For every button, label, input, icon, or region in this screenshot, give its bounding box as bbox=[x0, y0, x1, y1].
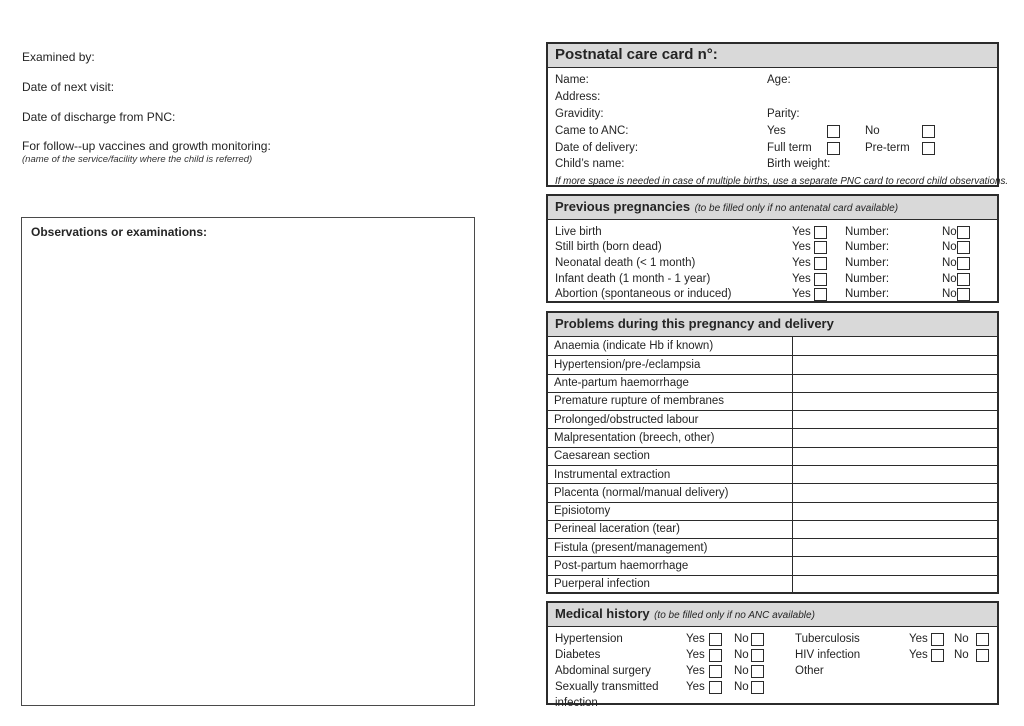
problem-label: Premature rupture of membranes bbox=[548, 393, 793, 410]
pp-row-abortion bbox=[555, 286, 989, 302]
medical-history-subtitle: (to be filled only if no ANC available) bbox=[654, 610, 815, 621]
mh-row-abdominal-surgery bbox=[555, 664, 795, 680]
mh-yes-label: Yes bbox=[909, 633, 928, 645]
table-row bbox=[548, 520, 997, 538]
problem-label: Caesarean section bbox=[548, 448, 793, 465]
mh-tuberculosis-no-checkbox[interactable] bbox=[976, 633, 989, 646]
previous-pregnancies-title: Previous pregnancies bbox=[555, 199, 691, 214]
pp-yes-label: Yes bbox=[792, 272, 811, 285]
problems-section bbox=[546, 311, 999, 594]
pp-row-neonatal-death bbox=[555, 255, 989, 271]
date-next-visit-label: Date of next visit: bbox=[22, 80, 115, 94]
mh-label: Abdominal surgery bbox=[555, 664, 651, 677]
table-row bbox=[548, 538, 997, 556]
mh-no-label: No bbox=[734, 664, 749, 677]
problem-fill-cell[interactable] bbox=[793, 557, 997, 574]
pp-row-label: Infant death (1 month - 1 year) bbox=[555, 272, 711, 285]
pp-row-still-birth bbox=[555, 240, 989, 256]
mh-hypertension-yes-checkbox[interactable] bbox=[709, 633, 722, 646]
mh-no-label: No bbox=[734, 680, 749, 693]
multiple-births-note: If more space is needed in case of multiple births, use a separate PNC card to record child observations. bbox=[555, 175, 1009, 187]
address-label: Address: bbox=[555, 91, 601, 104]
pp-neonatal-death-yes-checkbox[interactable] bbox=[814, 257, 827, 270]
pp-still-birth-yes-checkbox[interactable] bbox=[814, 241, 827, 254]
problem-fill-cell[interactable] bbox=[793, 521, 997, 538]
mh-yes-label: Yes bbox=[686, 664, 705, 677]
mh-yes-label: Yes bbox=[686, 648, 705, 661]
mh-label: Sexually transmitted infection bbox=[555, 680, 659, 709]
pp-no-label: No bbox=[942, 225, 957, 238]
anc-yes-checkbox[interactable] bbox=[827, 125, 840, 138]
mh-row-sti bbox=[555, 680, 795, 712]
mh-row-tuberculosis bbox=[795, 632, 991, 648]
birth-weight-label: Birth weight: bbox=[767, 158, 831, 171]
mh-hiv-yes-checkbox[interactable] bbox=[931, 649, 944, 662]
table-row bbox=[548, 428, 997, 446]
mh-abdominal-surgery-no-checkbox[interactable] bbox=[751, 665, 764, 678]
problems-table bbox=[548, 337, 997, 593]
problem-label: Episiotomy bbox=[548, 503, 793, 520]
mh-hypertension-no-checkbox[interactable] bbox=[751, 633, 764, 646]
mh-yes-label: Yes bbox=[686, 680, 705, 693]
table-row bbox=[548, 502, 997, 520]
problem-fill-cell[interactable] bbox=[793, 448, 997, 465]
problem-label: Ante-partum haemorrhage bbox=[548, 375, 793, 392]
pp-no-label: No bbox=[942, 256, 957, 269]
problem-label: Fistula (present/management) bbox=[548, 539, 793, 556]
pp-no-label: No bbox=[942, 272, 957, 285]
mh-sti-yes-checkbox[interactable] bbox=[709, 681, 722, 694]
mh-yes-label: Yes bbox=[686, 633, 705, 645]
problem-label: Prolonged/obstructed labour bbox=[548, 411, 793, 428]
mh-hiv-no-checkbox[interactable] bbox=[976, 649, 989, 662]
table-row bbox=[548, 447, 997, 465]
medical-history-header bbox=[548, 603, 997, 627]
table-row bbox=[548, 556, 997, 574]
pp-row-label: Live birth bbox=[555, 225, 602, 238]
problem-fill-cell[interactable] bbox=[793, 375, 997, 392]
follow-up-label: For follow--up vaccines and growth monitoring: bbox=[22, 139, 271, 153]
pp-yes-label: Yes bbox=[792, 288, 811, 301]
table-row bbox=[548, 575, 997, 593]
pp-live-birth-yes-checkbox[interactable] bbox=[814, 226, 827, 239]
postnatal-card-title: Postnatal care card n°: bbox=[555, 46, 718, 63]
full-term-label: Full term bbox=[767, 141, 812, 154]
anc-no-checkbox[interactable] bbox=[922, 125, 935, 138]
mh-label: Tuberculosis bbox=[795, 633, 860, 645]
problem-label: Puerperal infection bbox=[548, 576, 793, 593]
mh-no-label: No bbox=[954, 648, 969, 661]
problem-label: Placenta (normal/manual delivery) bbox=[548, 484, 793, 501]
mh-row-hypertension bbox=[555, 632, 795, 648]
table-row bbox=[548, 337, 997, 355]
pp-no-label: No bbox=[942, 241, 957, 254]
date-of-delivery-row bbox=[555, 139, 989, 156]
table-row bbox=[548, 355, 997, 373]
table-row bbox=[548, 410, 997, 428]
problem-fill-cell[interactable] bbox=[793, 503, 997, 520]
problems-title: Problems during this pregnancy and delivery bbox=[555, 316, 834, 331]
problems-header bbox=[548, 313, 997, 337]
problem-label: Malpresentation (breech, other) bbox=[548, 429, 793, 446]
name-age-row bbox=[555, 72, 989, 89]
examined-by-label: Examined by: bbox=[22, 50, 95, 64]
medical-history-title: Medical history bbox=[555, 606, 650, 621]
problem-fill-cell[interactable] bbox=[793, 576, 997, 593]
pp-abortion-yes-checkbox[interactable] bbox=[814, 288, 827, 301]
pp-number-label: Number: bbox=[845, 272, 890, 285]
parity-label: Parity: bbox=[767, 107, 800, 120]
mh-row-other bbox=[795, 664, 991, 680]
medical-history-section bbox=[546, 601, 999, 709]
pre-term-label: Pre-term bbox=[865, 141, 910, 154]
pp-row-label: Abortion (spontaneous or induced) bbox=[555, 288, 732, 301]
mh-abdominal-surgery-yes-checkbox[interactable] bbox=[709, 665, 722, 678]
pp-no-label: No bbox=[942, 288, 957, 301]
mh-label: Diabetes bbox=[555, 648, 601, 661]
problem-label: Anaemia (indicate Hb if known) bbox=[548, 337, 793, 355]
mh-other-label: Other bbox=[795, 664, 824, 677]
problem-fill-cell[interactable] bbox=[793, 393, 997, 410]
postnatal-care-card bbox=[546, 42, 1009, 187]
pp-row-label: Neonatal death (< 1 month) bbox=[555, 256, 696, 269]
table-row bbox=[548, 483, 997, 501]
childs-name-row bbox=[555, 156, 989, 173]
mh-row-diabetes bbox=[555, 648, 795, 664]
pp-infant-death-no-checkbox[interactable] bbox=[957, 273, 970, 286]
date-of-delivery-label: Date of delivery: bbox=[555, 141, 639, 154]
table-row bbox=[548, 392, 997, 410]
pp-row-label: Still birth (born dead) bbox=[555, 241, 662, 254]
pp-infant-death-yes-checkbox[interactable] bbox=[814, 273, 827, 286]
mh-label: HIV infection bbox=[795, 648, 861, 661]
pp-abortion-no-checkbox[interactable] bbox=[957, 288, 970, 301]
pp-live-birth-no-checkbox[interactable] bbox=[957, 226, 970, 239]
came-to-anc-row bbox=[555, 122, 989, 139]
problem-fill-cell[interactable] bbox=[793, 429, 997, 446]
pp-yes-label: Yes bbox=[792, 225, 811, 238]
mh-diabetes-yes-checkbox[interactable] bbox=[709, 649, 722, 662]
problem-label: Hypertension/pre-/eclampsia bbox=[548, 356, 793, 373]
gravidity-label: Gravidity: bbox=[555, 107, 604, 120]
table-row bbox=[548, 465, 997, 483]
mh-sti-no-checkbox[interactable] bbox=[751, 681, 764, 694]
date-discharge-label: Date of discharge from PNC: bbox=[22, 110, 176, 124]
pp-row-live-birth bbox=[555, 224, 989, 240]
postnatal-card-header bbox=[548, 44, 997, 68]
mh-label: Hypertension bbox=[555, 633, 623, 645]
problem-fill-cell[interactable] bbox=[793, 337, 997, 355]
mh-no-label: No bbox=[734, 648, 749, 661]
pp-number-label: Number: bbox=[845, 288, 890, 301]
gravidity-parity-row bbox=[555, 106, 989, 123]
observations-label: Observations or examinations: bbox=[31, 225, 208, 239]
mh-row-hiv bbox=[795, 648, 991, 664]
age-label: Age: bbox=[767, 74, 791, 87]
anc-yes-label: Yes bbox=[767, 124, 786, 137]
problem-label: Instrumental extraction bbox=[548, 466, 793, 483]
pp-number-label: Number: bbox=[845, 225, 890, 238]
full-term-checkbox[interactable] bbox=[827, 142, 840, 155]
pp-yes-label: Yes bbox=[792, 256, 811, 269]
anc-no-label: No bbox=[865, 124, 880, 137]
pp-yes-label: Yes bbox=[792, 241, 811, 254]
observations-box[interactable] bbox=[21, 217, 475, 706]
mh-no-label: No bbox=[954, 633, 969, 645]
pre-term-checkbox[interactable] bbox=[922, 142, 935, 155]
problem-fill-cell[interactable] bbox=[793, 356, 997, 373]
problem-label: Perineal laceration (tear) bbox=[548, 521, 793, 538]
address-row bbox=[555, 89, 989, 106]
pp-neonatal-death-no-checkbox[interactable] bbox=[957, 257, 970, 270]
mh-no-label: No bbox=[734, 633, 749, 645]
table-row bbox=[548, 374, 997, 392]
came-to-anc-label: Came to ANC: bbox=[555, 124, 629, 137]
pp-row-infant-death bbox=[555, 271, 989, 287]
previous-pregnancies-subtitle: (to be filled only if no antenatal card available) bbox=[694, 203, 899, 214]
previous-pregnancies-section bbox=[546, 194, 999, 303]
mh-diabetes-no-checkbox[interactable] bbox=[751, 649, 764, 662]
pp-still-birth-no-checkbox[interactable] bbox=[957, 241, 970, 254]
pp-number-label: Number: bbox=[845, 256, 890, 269]
previous-pregnancies-header bbox=[548, 196, 997, 220]
childs-name-label: Child’s name: bbox=[555, 158, 625, 171]
problem-fill-cell[interactable] bbox=[793, 484, 997, 501]
follow-up-note: (name of the service/facility where the child is referred) bbox=[22, 154, 253, 165]
mh-tuberculosis-yes-checkbox[interactable] bbox=[931, 633, 944, 646]
problem-fill-cell[interactable] bbox=[793, 539, 997, 556]
problem-fill-cell[interactable] bbox=[793, 466, 997, 483]
problem-label: Post-partum haemorrhage bbox=[548, 557, 793, 574]
mh-yes-label: Yes bbox=[909, 648, 928, 661]
problem-fill-cell[interactable] bbox=[793, 411, 997, 428]
pp-number-label: Number: bbox=[845, 241, 890, 254]
name-label: Name: bbox=[555, 74, 589, 87]
